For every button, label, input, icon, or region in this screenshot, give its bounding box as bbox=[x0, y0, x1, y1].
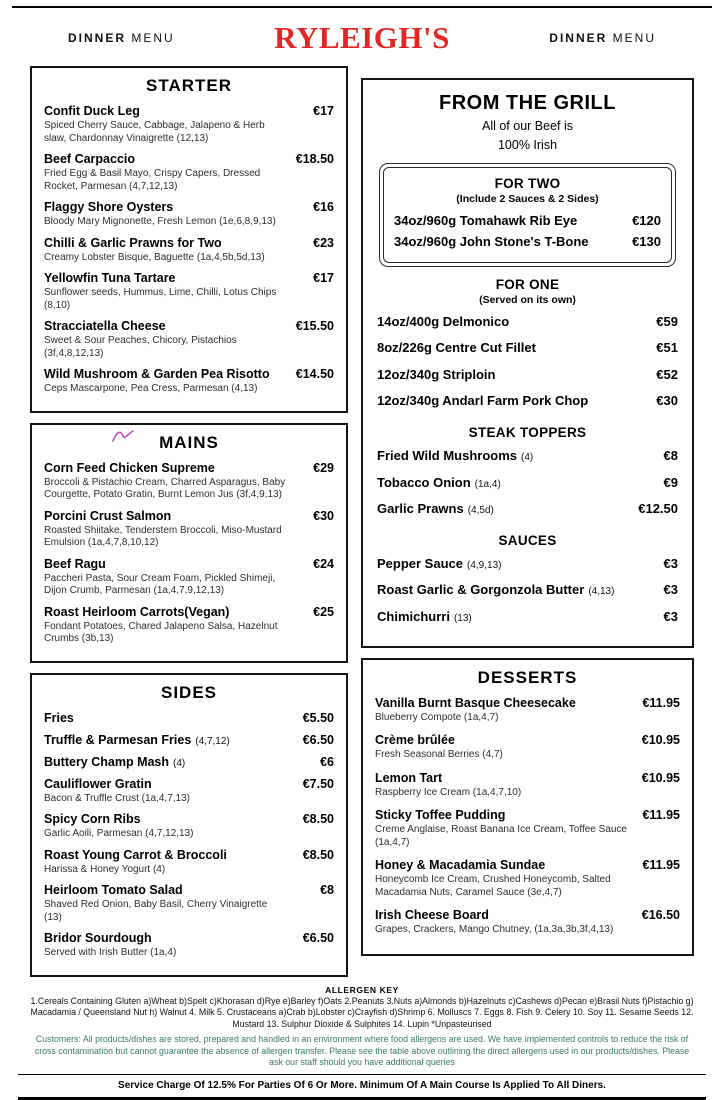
menu-item bbox=[375, 858, 680, 899]
item-description: Creme Anglaise, Roast Banana Ice Cream, Toffee Sauce (1a,4,7) bbox=[375, 824, 680, 849]
item-row bbox=[375, 858, 680, 873]
item-row bbox=[377, 556, 678, 572]
item-name: 12oz/340g Andarl Farm Pork Chop bbox=[377, 393, 588, 409]
desserts-title: DESSERTS bbox=[375, 668, 680, 688]
item-price: €3 bbox=[664, 556, 678, 571]
item-price: €3 bbox=[664, 609, 678, 624]
item-row bbox=[44, 236, 334, 251]
item-price: €3 bbox=[664, 582, 678, 597]
item-name: Garlic Prawns bbox=[377, 501, 464, 517]
item-name: Lemon Tart bbox=[375, 771, 442, 786]
grill-title: FROM THE GRILL bbox=[377, 92, 678, 115]
item-price: €8 bbox=[320, 883, 334, 897]
menu-item bbox=[44, 271, 334, 312]
header-right-bold: DINNER bbox=[549, 31, 607, 45]
item-name: Roast Heirloom Carrots(Vegan) bbox=[44, 605, 229, 620]
starter-items-list bbox=[44, 104, 334, 396]
menu-item bbox=[394, 234, 661, 250]
item-row bbox=[44, 461, 334, 476]
menu-item bbox=[44, 367, 334, 396]
header-left-light: MENU bbox=[131, 31, 174, 45]
item-name: Beef Carpaccio bbox=[44, 152, 135, 167]
item-name: Roast Garlic & Gorgonzola Butter bbox=[377, 582, 584, 598]
menu-item bbox=[44, 319, 334, 360]
item-row bbox=[394, 234, 661, 250]
item-row bbox=[44, 319, 334, 334]
item-row bbox=[377, 367, 678, 383]
menu-item bbox=[44, 777, 334, 806]
for-two-panel-inner bbox=[383, 167, 672, 263]
menu-item bbox=[375, 733, 680, 762]
for-one-title: FOR ONE bbox=[377, 277, 678, 292]
item-price: €11.95 bbox=[642, 858, 680, 872]
menu-item bbox=[44, 461, 334, 502]
item-price: €6.50 bbox=[303, 733, 334, 747]
item-description: Paccheri Pasta, Sour Cream Foam, Pickled Shimeji, Dijon Crumb, Parmesan (1a,4,7,9,12,13) bbox=[44, 573, 334, 598]
item-price: €11.95 bbox=[642, 696, 680, 710]
item-name: Tobacco Onion bbox=[377, 475, 471, 491]
menu-item bbox=[44, 755, 334, 770]
grill-subtitle-line2: 100% Irish bbox=[377, 136, 678, 155]
item-description: Bacon & Truffle Crust (1a,4,7,13) bbox=[44, 793, 334, 806]
item-price: €30 bbox=[313, 509, 334, 523]
item-description: Fresh Seasonal Berries (4,7) bbox=[375, 749, 680, 762]
item-description: Sunflower seeds, Hummus, Lime, Chilli, Lotus Chips (8,10) bbox=[44, 287, 334, 312]
item-name: Roast Young Carrot & Broccoli bbox=[44, 848, 227, 863]
item-price: €130 bbox=[632, 234, 661, 249]
grill-subtitle bbox=[377, 117, 678, 155]
item-name: Confit Duck Leg bbox=[44, 104, 140, 119]
menu-item bbox=[377, 367, 678, 383]
item-row bbox=[44, 848, 334, 863]
item-description: Harissa & Honey Yogurt (4) bbox=[44, 864, 334, 877]
brand: RYLEIGH'S bbox=[274, 20, 450, 56]
allergen-key-text: 1.Cereals Containing Gluten a)Wheat b)Spelt c)Khorasan d)Rye e)Barley f)Oats 2.Peanuts 3.Nuts a)Almonds b)Hazelnuts c)Cashews d)Pecan e)Brasil Nuts f)Pistachio g) Macadamia / Queensland Nut h) Walnut 4. Milk 5. Crustaceans a)Crab b)Lobster c)Crayfish d)Shrimp 6. Molluscs 7. Eggs 8. Fish 9. Celery 10. Soy 11. Sesame Seeds 12. Mustard 13. Sulphur Dioxide & Sulphites 14. Lupin *Unpasteurised bbox=[18, 996, 706, 1032]
item-price: €24 bbox=[313, 557, 334, 571]
item-price: €10.95 bbox=[642, 771, 680, 785]
item-allergens: (4,5d) bbox=[468, 505, 494, 516]
item-description: Grapes, Crackers, Mango Chutney, (1a,3a,3b,3f,4,13) bbox=[375, 924, 680, 937]
item-allergens: (4) bbox=[173, 758, 185, 769]
item-price: €51 bbox=[656, 340, 678, 355]
mains-title: MAINS bbox=[44, 433, 334, 453]
item-row bbox=[44, 509, 334, 524]
sauces-items-list bbox=[377, 556, 678, 625]
desserts-section bbox=[361, 658, 694, 956]
header-left-label bbox=[68, 31, 175, 45]
item-row bbox=[44, 931, 334, 946]
customers-note: Customers: All products/dishes are stored, prepared and handled in an environment where food allergens are used. We have implemented controls to reduce the risk of cross contamination but cannot guarantee the absence of allergen transfer. Please see the table above outlining the direct allergens used in our products/dishes. Please ask our staff should you have additional queries bbox=[18, 1034, 706, 1068]
item-price: €52 bbox=[656, 367, 678, 382]
menu-item bbox=[44, 236, 334, 265]
menu-item bbox=[375, 908, 680, 937]
item-name: Beef Ragu bbox=[44, 557, 106, 572]
item-name: Spicy Corn Ribs bbox=[44, 812, 141, 827]
for-one-note: (Served on its own) bbox=[377, 294, 678, 306]
item-name: 12oz/340g Striploin bbox=[377, 367, 495, 383]
menu-item bbox=[377, 609, 678, 625]
menu-item bbox=[44, 711, 334, 726]
item-price: €17 bbox=[313, 104, 334, 118]
item-description: Spiced Cherry Sauce, Cabbage, Jalapeno & Herb slaw, Chardonnay Vinaigrette (12,13) bbox=[44, 120, 334, 145]
item-row bbox=[377, 582, 678, 598]
sides-title: SIDES bbox=[44, 683, 334, 703]
item-price: €8 bbox=[664, 448, 678, 463]
sides-section bbox=[30, 673, 348, 977]
item-name: Porcini Crust Salmon bbox=[44, 509, 171, 524]
item-name: Buttery Champ Mash bbox=[44, 755, 169, 770]
item-description: Fried Egg & Basil Mayo, Crispy Capers, Dressed Rocket, Parmesan (4,7,12,13) bbox=[44, 168, 334, 193]
grill-subtitle-line1: All of our Beef is bbox=[377, 117, 678, 136]
menu-item bbox=[375, 771, 680, 800]
item-allergens: (4) bbox=[521, 452, 533, 463]
menu-item bbox=[377, 501, 678, 517]
item-description: Sweet & Sour Peaches, Chicory, Pistachios (3f,4,8,12,13) bbox=[44, 335, 334, 360]
item-name: Honey & Macadamia Sundae bbox=[375, 858, 545, 873]
menu-item bbox=[44, 733, 334, 748]
item-row bbox=[44, 200, 334, 215]
item-price: €29 bbox=[313, 461, 334, 475]
starter-title: STARTER bbox=[44, 76, 334, 96]
item-name: Heirloom Tomato Salad bbox=[44, 883, 183, 898]
menu-item bbox=[375, 808, 680, 849]
item-name: Stracciatella Cheese bbox=[44, 319, 166, 334]
menu-item bbox=[44, 848, 334, 877]
item-price: €12.50 bbox=[638, 501, 678, 516]
item-description: Shaved Red Onion, Baby Basil, Cherry Vinaigrette (13) bbox=[44, 899, 334, 924]
item-row bbox=[44, 152, 334, 167]
item-name: Truffle & Parmesan Fries bbox=[44, 733, 191, 748]
menu-item bbox=[377, 582, 678, 598]
item-row bbox=[377, 448, 678, 464]
item-row bbox=[44, 271, 334, 286]
item-name: Bridor Sourdough bbox=[44, 931, 152, 946]
item-description: Fondant Potatoes, Chared Jalapeno Salsa, Hazelnut Crumbs (3b,13) bbox=[44, 621, 334, 646]
item-row bbox=[44, 883, 334, 898]
item-row bbox=[377, 340, 678, 356]
menu-item bbox=[44, 104, 334, 145]
item-price: €23 bbox=[313, 236, 334, 250]
item-row bbox=[377, 475, 678, 491]
item-price: €30 bbox=[656, 393, 678, 408]
footer bbox=[10, 977, 714, 1100]
item-row bbox=[375, 808, 680, 823]
service-charge-note: Service Charge Of 12.5% For Parties Of 6 Or More. Minimum Of A Main Course Is Applied To All Diners. bbox=[18, 1074, 706, 1100]
menu-item bbox=[44, 509, 334, 550]
item-name: Chimichurri bbox=[377, 609, 450, 625]
item-row bbox=[377, 314, 678, 330]
item-description: Garlic Aoili, Parmesan (4,7,12,13) bbox=[44, 828, 334, 841]
item-name: Fries bbox=[44, 711, 74, 726]
item-name: Yellowfin Tuna Tartare bbox=[44, 271, 176, 286]
item-price: €16 bbox=[313, 200, 334, 214]
item-row bbox=[44, 104, 334, 119]
menu-item bbox=[394, 213, 661, 229]
menu-item bbox=[44, 152, 334, 193]
item-allergens: (1a,4) bbox=[475, 479, 501, 490]
item-price: €8.50 bbox=[303, 848, 334, 862]
allergen-key-title: ALLERGEN KEY bbox=[18, 985, 706, 995]
menu-item bbox=[44, 200, 334, 229]
item-price: €15.50 bbox=[296, 319, 334, 333]
left-column bbox=[30, 66, 348, 977]
item-name: 14oz/400g Delmonico bbox=[377, 314, 509, 330]
item-row bbox=[44, 605, 334, 620]
item-description: Creamy Lobster Bisque, Baguette (1a,4,5b,5d,13) bbox=[44, 252, 334, 265]
item-name: Wild Mushroom & Garden Pea Risotto bbox=[44, 367, 270, 382]
menu-item bbox=[44, 883, 334, 924]
item-description: Raspberry Ice Cream (1a,4,7,10) bbox=[375, 787, 680, 800]
mains-section bbox=[30, 423, 348, 663]
right-column bbox=[361, 78, 694, 977]
item-row bbox=[375, 771, 680, 786]
item-name: Vanilla Burnt Basque Cheesecake bbox=[375, 696, 576, 711]
item-name: Flaggy Shore Oysters bbox=[44, 200, 173, 215]
grill-section bbox=[361, 78, 694, 648]
item-row bbox=[375, 733, 680, 748]
for-two-note: (Include 2 Sauces & 2 Sides) bbox=[394, 193, 661, 205]
menu-item bbox=[377, 314, 678, 330]
item-row bbox=[44, 812, 334, 827]
item-name: Pepper Sauce bbox=[377, 556, 463, 572]
for-two-title: FOR TWO bbox=[394, 176, 661, 191]
item-price: €8.50 bbox=[303, 812, 334, 826]
item-name: 8oz/226g Centre Cut Fillet bbox=[377, 340, 536, 356]
steak-toppers-items-list bbox=[377, 448, 678, 517]
item-price: €14.50 bbox=[296, 367, 334, 381]
menu-item bbox=[377, 393, 678, 409]
menu-item bbox=[377, 340, 678, 356]
item-price: €25 bbox=[313, 605, 334, 619]
sauces-title: SAUCES bbox=[377, 533, 678, 548]
mains-items-list bbox=[44, 461, 334, 646]
item-price: €16.50 bbox=[642, 908, 680, 922]
item-price: €7.50 bbox=[303, 777, 334, 791]
item-price: €11.95 bbox=[642, 808, 680, 822]
item-price: €9 bbox=[664, 475, 678, 490]
item-description: Honeycomb Ice Cream, Crushed Honeycomb, Salted Macadamia Nuts, Caramel Sauce (3e,4,7) bbox=[375, 874, 680, 899]
item-name: Crème brûlée bbox=[375, 733, 455, 748]
item-allergens: (13) bbox=[454, 613, 472, 624]
item-price: €6 bbox=[320, 755, 334, 769]
menu-item bbox=[377, 556, 678, 572]
item-description: Ceps Mascarpone, Pea Cress, Parmesan (4,13) bbox=[44, 383, 334, 396]
item-allergens: (4,13) bbox=[588, 586, 614, 597]
item-row bbox=[44, 557, 334, 572]
for-two-panel bbox=[379, 163, 676, 267]
starter-section bbox=[30, 66, 348, 413]
item-row bbox=[44, 733, 334, 748]
item-row bbox=[375, 908, 680, 923]
pen-scribble-decoration bbox=[110, 428, 136, 444]
item-allergens: (4,9,13) bbox=[467, 560, 501, 571]
header-right-light: MENU bbox=[613, 31, 656, 45]
item-name: Corn Feed Chicken Supreme bbox=[44, 461, 215, 476]
item-name: 34oz/960g Tomahawk Rib Eye bbox=[394, 213, 577, 229]
menu-item bbox=[377, 448, 678, 464]
header-right-label bbox=[549, 31, 656, 45]
item-row bbox=[377, 609, 678, 625]
item-price: €6.50 bbox=[303, 931, 334, 945]
item-row bbox=[44, 367, 334, 382]
header bbox=[10, 8, 714, 66]
item-price: €10.95 bbox=[642, 733, 680, 747]
menu-item bbox=[44, 557, 334, 598]
menu-item bbox=[44, 605, 334, 646]
for-two-items-list bbox=[394, 213, 661, 250]
item-name: Cauliflower Gratin bbox=[44, 777, 152, 792]
item-description: Broccoli & Pistachio Cream, Charred Asparagus, Baby Courgette, Potato Gratin, Burnt Lemon Jus (3f,4,9,13) bbox=[44, 477, 334, 502]
item-price: €17 bbox=[313, 271, 334, 285]
item-name: Irish Cheese Board bbox=[375, 908, 489, 923]
steak-toppers-title: STEAK TOPPERS bbox=[377, 425, 678, 440]
item-row bbox=[375, 696, 680, 711]
item-row bbox=[394, 213, 661, 229]
menu-item bbox=[44, 812, 334, 841]
item-description: Roasted Shiitake, Tenderstem Broccoli, Miso-Mustard Emulsion (1a,4,7,8,10,12) bbox=[44, 525, 334, 550]
desserts-items-list bbox=[375, 696, 680, 937]
item-name: Fried Wild Mushrooms bbox=[377, 448, 517, 464]
item-row bbox=[44, 755, 334, 770]
item-price: €59 bbox=[656, 314, 678, 329]
item-description: Blueberry Compote (1a,4,7) bbox=[375, 712, 680, 725]
header-left-bold: DINNER bbox=[68, 31, 126, 45]
item-price: €5.50 bbox=[303, 711, 334, 725]
menu-item bbox=[375, 696, 680, 725]
item-description: Served with Irish Butter (1a,4) bbox=[44, 947, 334, 960]
item-name: Chilli & Garlic Prawns for Two bbox=[44, 236, 222, 251]
item-row bbox=[377, 393, 678, 409]
item-price: €18.50 bbox=[296, 152, 334, 166]
sides-items-list bbox=[44, 711, 334, 960]
for-one-items-list bbox=[377, 314, 678, 409]
item-row bbox=[44, 711, 334, 726]
item-price: €120 bbox=[632, 213, 661, 228]
menu-item bbox=[377, 475, 678, 491]
item-name: Sticky Toffee Pudding bbox=[375, 808, 505, 823]
item-description: Bloody Mary Mignonette, Fresh Lemon (1e,6,8,9,13) bbox=[44, 216, 334, 229]
item-row bbox=[377, 501, 678, 517]
item-allergens: (4,7,12) bbox=[195, 736, 229, 747]
item-name: 34oz/960g John Stone's T-Bone bbox=[394, 234, 589, 250]
item-row bbox=[44, 777, 334, 792]
menu-item bbox=[44, 931, 334, 960]
menu-columns bbox=[10, 66, 714, 977]
